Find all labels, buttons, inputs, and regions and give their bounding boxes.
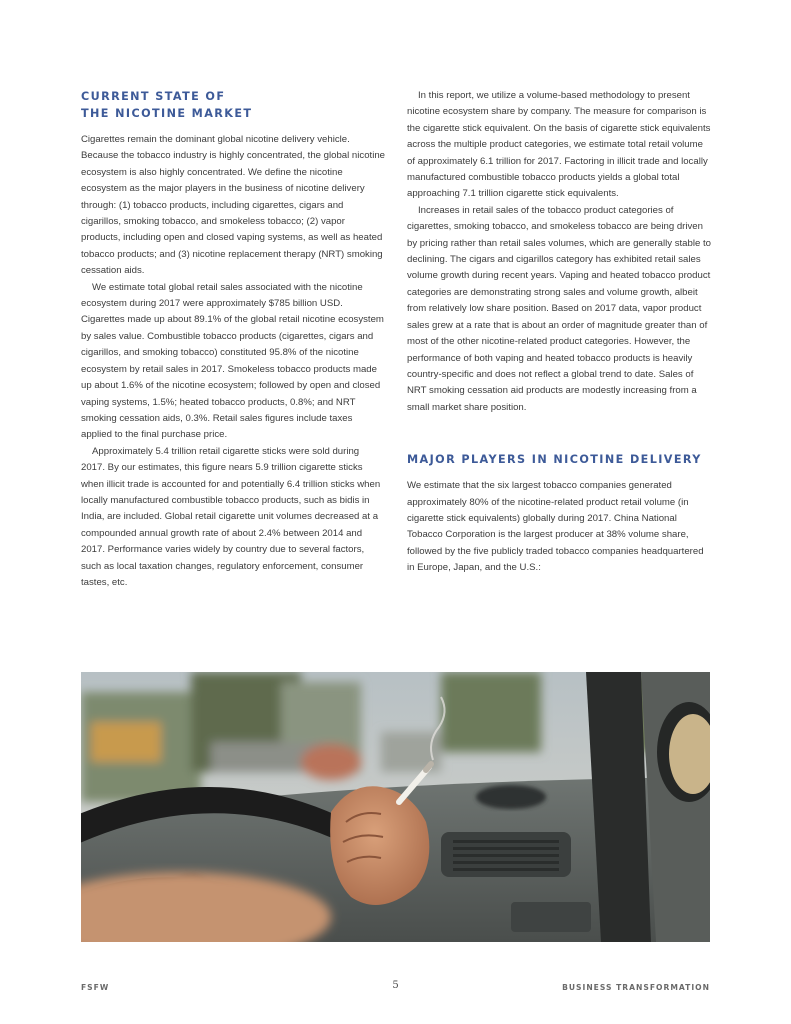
page-number: 5 bbox=[392, 980, 399, 991]
section-heading-major-players: MAJOR PLAYERS IN NICOTINE DELIVERY bbox=[407, 453, 702, 467]
footer-section-title: BUSINESS TRANSFORMATION bbox=[562, 983, 710, 992]
paragraph-cigarette-sticks: Approximately 5.4 trillion retail cigarette sticks were sold during 2017. By our estimates, this figure nears 5.9 trillion cigarette sticks when illicit trade is accounted for and potentially 6.4 trillion sticks when locally manufactured combustible tobacco products, such as bidis in India, are included. Global retail cigarette unit volumes decreased at a compounded annual growth rate of about 2.4% between 2014 and 2017. Performance varies widely by country due to several factors, such as local taxation changes, regulatory enforcement, consumer tastes, etc. bbox=[81, 445, 381, 588]
footer-brand: FSFW bbox=[81, 983, 110, 992]
left-column bbox=[81, 88, 385, 591]
heading-line-1: CURRENT STATE OF bbox=[81, 90, 226, 103]
paragraph-retail-sales: We estimate total global retail sales associated with the nicotine ecosystem during 2017 were approximately $785 billion USD. Cigarettes made up about 89.1% of the global retail nicotine ecosystem by sales value. Combustible tobacco products (cigarettes, cigars and cigarillos, and smoking tobacco) constituted 95.8% of the nicotine ecosystem by retail sales in 2017. Smokeless tobacco products made up about 1.6% of the nicotine ecosystem; followed by open and closed vaping systems, 1.5%; heated tobacco products, 0.8%; and NRT smoking cessation aids, 0.3%. Retail sales figures include taxes applied to the final purchase price. bbox=[81, 281, 384, 441]
photo-illustration bbox=[81, 672, 710, 942]
paragraph-nicotine-ecosystem: Cigarettes remain the dominant global nicotine delivery vehicle. Because the tobacco industry is highly concentrated, the global nicotine ecosystem is also highly concentrated. We define the nicotine ecosystem as the major players in the business of nicotine delivery through: (1) tobacco products, including cigarettes, cigars and cigarillos, smoking tobacco, and smokeless tobacco; (2) vapor products, including open and closed vaping systems, as well as heated tobacco products; and (3) nicotine replacement therapy (NRT) smoking cessation aids. bbox=[81, 134, 385, 277]
paragraph-category-trends: Increases in retail sales of the tobacco product categories of cigarettes, smoking tobacco, and smokeless tobacco are being driven by pricing rather than retail sales volumes, which are generally stable to declining. The cigars and cigarillos category has exhibited retail sales volume growth during recent years. Vaping and heated tobacco product categories are demonstrating strong sales and volume growth, albeit from relatively low share position. Based on 2017 data, vapor product sales grew at a rate that is about an order of magnitude greater than of most of the other nicotine-related product categories. However, the performance of both vaping and heated tobacco products is heavily country-specific and does not reflect a global trend to date. Sales of NRT smoking cessation aid products are modestly increasing from a small market share position. bbox=[407, 204, 711, 413]
paragraph-major-players: We estimate that the six largest tobacco companies generated approximately 80% of the nicotine-related product retail volume (in cigarette stick equivalents) globally during 2017. China National Tobacco Corporation is the largest producer at 38% volume share, followed by the five publicly traded tobacco companies headquartered in Europe, Japan, and the U.S.: bbox=[407, 480, 704, 574]
heading-line-2: THE NICOTINE MARKET bbox=[81, 107, 253, 120]
photo-smoking-driver bbox=[81, 672, 710, 942]
paragraph-methodology: In this report, we utilize a volume-based methodology to present nicotine ecosystem share by company. The measure for comparison is the cigarette stick equivalent. On the basis of cigarette stick equivalents across the multiple product categories, we estimate total retail volume of approximately 6.1 trillion for 2017. Factoring in illicit trade and locally manufactured combustible tobacco products yields a global total approaching 7.1 trillion cigarette stick equivalents. bbox=[407, 90, 711, 200]
right-column bbox=[407, 88, 711, 577]
section-heading-current-state bbox=[81, 88, 385, 122]
